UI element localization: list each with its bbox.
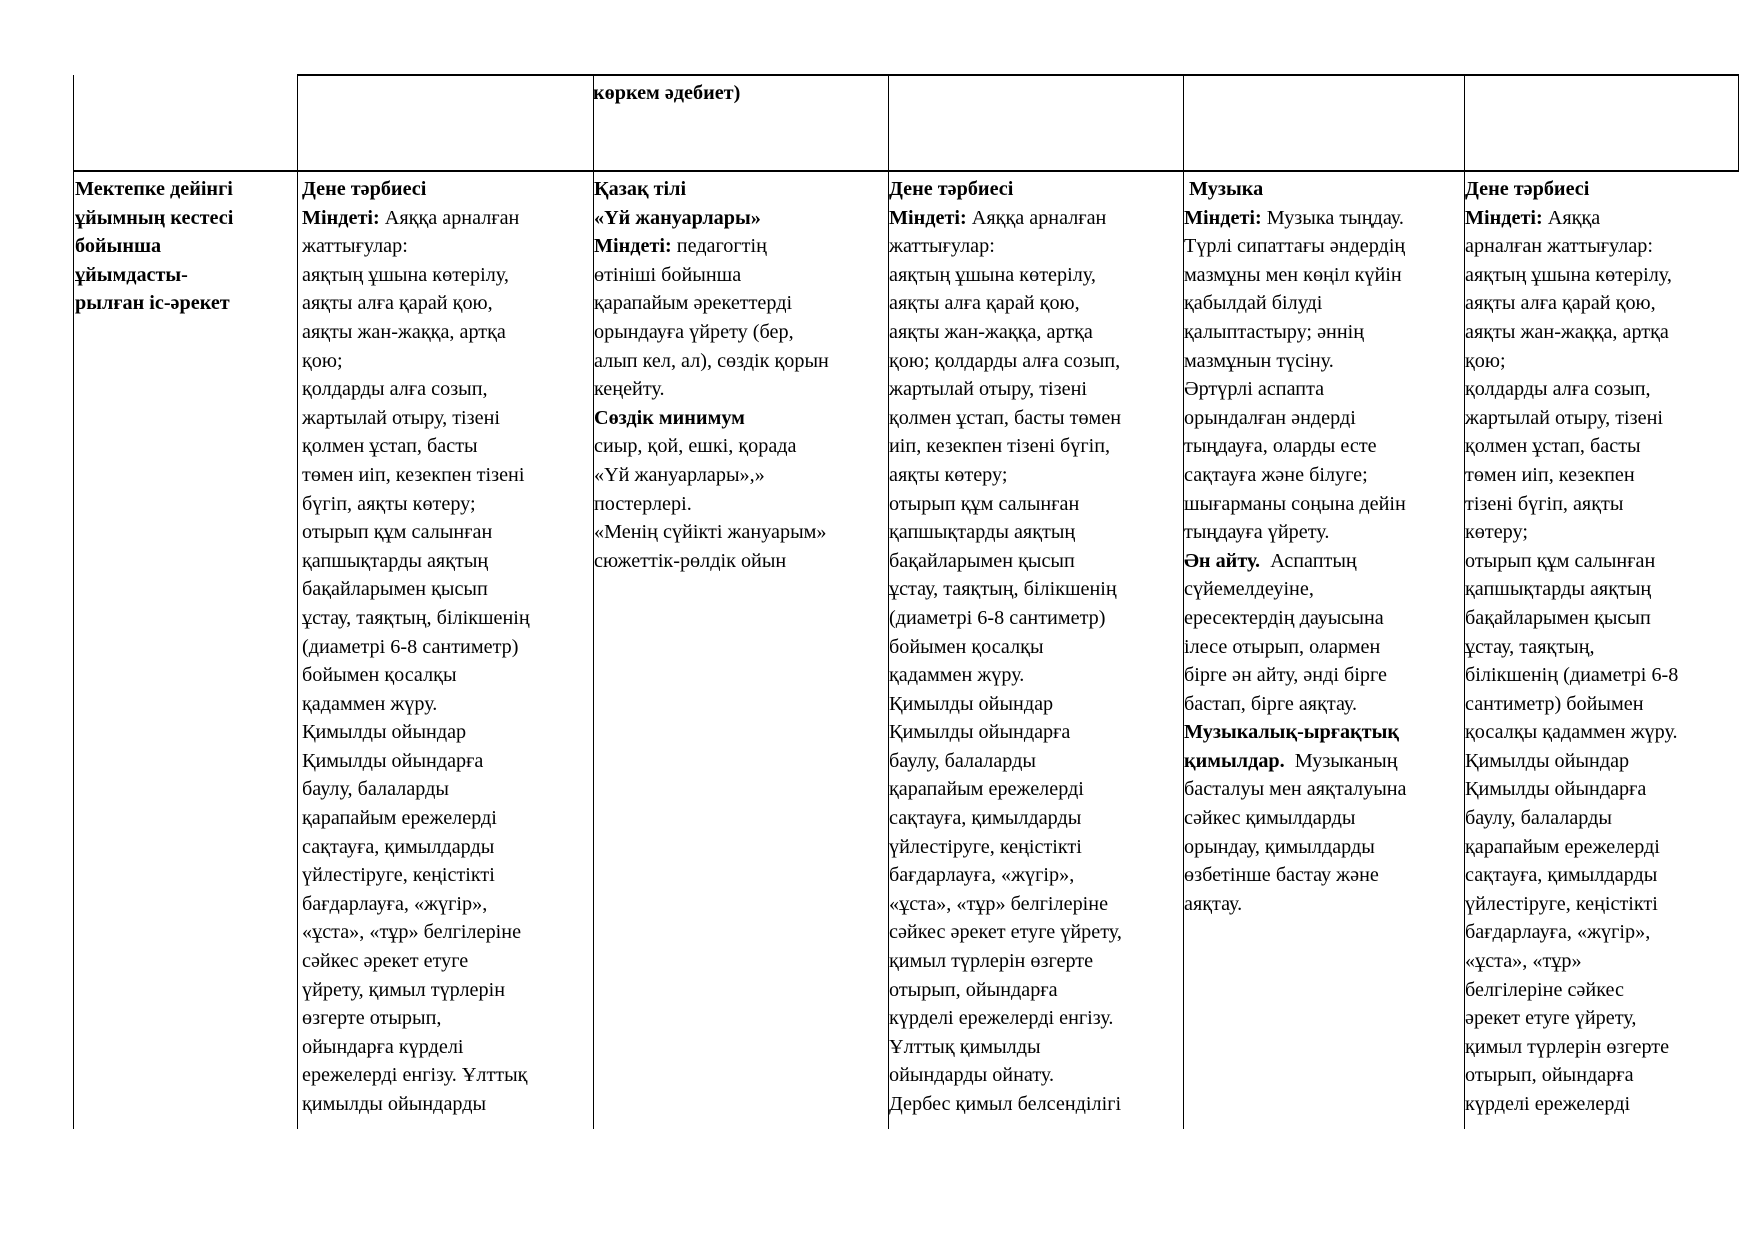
text-line: «ұста», «тұр» белгілеріне — [889, 892, 1109, 915]
text-line: үйлестіруге, кеңістікті — [302, 864, 495, 887]
rhythm-label: Музыкалық-ырғақтық — [1184, 721, 1399, 744]
task-text: Аяққа — [1542, 206, 1601, 229]
text-line: аяқтың ұшына көтерілу, — [889, 263, 1096, 286]
text-line: сақтауға, қимылдарды — [1465, 864, 1658, 887]
activity-cell-physical-ed-1 — [302, 175, 530, 1119]
text-line: отырып құм салынған — [889, 492, 1080, 515]
task-text: педагогтің — [671, 235, 767, 258]
text-line: аяқтың ұшына көтерілу, — [1465, 263, 1672, 286]
text-line: аяқты алға қарай қою, — [889, 292, 1080, 315]
text-line: көтеру; — [1465, 521, 1528, 544]
rhythm-text: Музыканың — [1284, 749, 1398, 772]
text-line: қарапайым ережелерді — [302, 807, 497, 830]
text-line: «Менің сүйікті жануарым» — [594, 521, 827, 544]
text-line: мазмұны мен көңіл күйін — [1184, 263, 1402, 286]
text-line: қимыл түрлерін өзгерте — [889, 950, 1094, 973]
singing-text: Аспаптың — [1260, 549, 1357, 572]
text-line: қолдарды алға созып, — [302, 378, 488, 401]
task-label: Міндеті: — [889, 206, 967, 229]
text-line: сюжеттік-рөлдік ойын — [594, 549, 787, 572]
text-line: бағдарлауға, «жүгір», — [889, 864, 1075, 887]
text-line: қалыптастыру; әннің — [1184, 320, 1365, 343]
task-text: Аяққа арналған — [966, 206, 1107, 229]
text-line: қабылдай білуді — [1184, 292, 1323, 315]
singing-line — [1184, 547, 1407, 576]
activity-cell-physical-ed-3 — [1465, 175, 1678, 1119]
text-line: ойындарды ойнату. — [889, 1064, 1055, 1087]
task-line — [302, 204, 530, 233]
text-line: отырып, ойындарға — [889, 978, 1058, 1001]
text-line: қою; — [1465, 349, 1506, 372]
text-line: білікшенің (диаметрі 6-8 — [1465, 664, 1679, 687]
continued-text: көркем әдебиет) — [593, 82, 741, 104]
text-line: (диаметрі 6-8 сантиметр) — [302, 635, 519, 658]
text-line: өтініші бойынша — [594, 263, 742, 286]
text-line: қимыл түрлерін өзгерте — [1465, 1035, 1670, 1058]
text-line: сәйкес әрекет етуге үйрету, — [889, 921, 1122, 944]
text-line: Қимылды ойындарға — [889, 721, 1071, 744]
text-line: Түрлі сипаттағы әндердің — [1184, 235, 1406, 258]
text-line: жартылай отыру, тізені — [302, 406, 500, 429]
top-row-cell — [593, 79, 740, 108]
text-line: тыңдауға үйрету. — [1184, 521, 1330, 544]
text-line: орындауға үйрету (бер, — [594, 320, 794, 343]
text-line: әрекет етуге үйрету, — [1465, 1007, 1637, 1030]
text-line: қарапайым әрекеттерді — [594, 292, 793, 315]
task-label: Міндеті: — [594, 235, 672, 258]
text-line: баулу, балаларды — [1465, 807, 1612, 830]
text-line: тізені бүгіп, аяқты — [1465, 492, 1624, 515]
task-line — [594, 232, 829, 261]
text-line: қапшықтарды аяқтың — [1465, 578, 1652, 601]
text-line: қарапайым ережелерді — [1465, 835, 1660, 858]
activity-title: Дене тәрбиесі — [302, 178, 427, 200]
text-line: ұстау, таяқтың, — [1465, 635, 1595, 658]
text-line: бақайларымен қысып — [1465, 606, 1651, 629]
text-line: қарапайым ережелерді — [889, 778, 1084, 801]
text-line: қапшықтарды аяқтың — [889, 521, 1076, 544]
text-line: белгілеріне сәйкес — [1465, 978, 1624, 1001]
text-line: төмен иіп, кезекпен тізені — [302, 463, 525, 486]
text-line: қадаммен жүру. — [889, 664, 1025, 687]
activity-cell-kazakh-language — [594, 175, 829, 575]
text-line: «Үй жануарлары»,» — [594, 463, 765, 486]
activity-cell-physical-ed-2 — [889, 175, 1122, 1119]
text-line: аяқтың ұшына көтерілу, — [302, 263, 509, 286]
text-line: Ұлттық қимылды — [889, 1035, 1041, 1058]
text-line: Қимылды ойындарға — [302, 749, 484, 772]
row-label-line: ұйымның кестесі — [75, 206, 234, 229]
text-line: орындалған әндерді — [1184, 406, 1356, 429]
activity-cell-music — [1184, 175, 1407, 918]
row-label-line: ұйымдасты- — [75, 263, 188, 286]
text-line: Қимылды ойындар — [889, 692, 1054, 715]
activity-subtitle: «Үй жануарлары» — [594, 206, 761, 229]
text-line: күрделі ережелерді енгізу. — [889, 1007, 1114, 1030]
text-line: отырып, ойындарға — [1465, 1064, 1634, 1087]
text-line: қолдарды алға созып, — [1465, 378, 1651, 401]
task-text: Аяққа арналған — [379, 206, 520, 229]
text-line: бағдарлауға, «жүгір», — [1465, 921, 1651, 944]
text-line: қою; қолдарды алға созып, — [889, 349, 1121, 372]
text-line: бастап, бірге аяқтау. — [1184, 692, 1358, 715]
text-line: үйрету, қимыл түрлерін — [302, 978, 506, 1001]
text-line: ережелерді енгізу. Ұлттық — [302, 1064, 528, 1087]
text-line: бірге ән айту, әнді бірге — [1184, 664, 1387, 687]
text-line: отырып құм салынған — [1465, 549, 1656, 572]
text-line: аяқты жан-жаққа, артқа — [889, 320, 1093, 343]
text-line: баулу, балаларды — [302, 778, 449, 801]
rhythm-label-cont: қимылдар. — [1184, 749, 1285, 772]
text-line: қолмен ұстап, басты — [302, 435, 478, 458]
text-line: күрделі ережелерді — [1465, 1093, 1631, 1115]
text-line: аяқты алға қарай қою, — [302, 292, 493, 315]
text-line: бүгіп, аяқты көтеру; — [302, 492, 476, 515]
text-line: жартылай отыру, тізені — [889, 378, 1087, 401]
row-label-line: рылған іс-әрекет — [75, 292, 230, 315]
singing-label: Ән айту. — [1184, 549, 1261, 572]
text-line: баулу, балаларды — [889, 749, 1036, 772]
text-line: сиыр, қой, ешкі, қорада — [594, 435, 797, 458]
text-line: жаттығулар: — [302, 235, 408, 258]
task-label: Міндеті: — [1184, 206, 1262, 229]
text-line: бойымен қосалқы — [302, 664, 457, 687]
column-divider — [297, 75, 298, 1129]
text-line: аяқты жан-жаққа, артқа — [302, 320, 506, 343]
text-line: өзбетінше бастау және — [1184, 864, 1379, 887]
text-line: мазмұнын түсіну. — [1184, 349, 1334, 372]
text-line: аяқты жан-жаққа, артқа — [1465, 320, 1669, 343]
text-line: жаттығулар: — [889, 235, 995, 258]
task-label: Міндеті: — [1465, 206, 1543, 229]
text-line: қосалқы қадаммен жүру. — [1465, 721, 1678, 744]
table-top-border — [297, 74, 1739, 76]
text-line: бойымен қосалқы — [889, 635, 1044, 658]
text-line: ұстау, таяқтың, білікшенің — [889, 578, 1117, 601]
text-line: (диаметрі 6-8 сантиметр) — [889, 606, 1106, 629]
text-line: басталуы мен аяқталуына — [1184, 778, 1407, 801]
text-line: сақтауға, қимылдарды — [889, 807, 1082, 830]
text-line: «ұста», «тұр» — [1465, 950, 1582, 973]
text-line: отырып құм салынған — [302, 521, 493, 544]
text-line: аяқты көтеру; — [889, 463, 1008, 486]
text-line: бағдарлауға, «жүгір», — [302, 892, 488, 915]
text-line: қою; — [302, 349, 343, 372]
text-line: аяқтау. — [1184, 892, 1243, 915]
text-line: бақайларымен қысып — [889, 549, 1075, 572]
text-line: арналған жаттығулар: — [1465, 235, 1653, 258]
text-line: «ұста», «тұр» белгілеріне — [302, 921, 522, 944]
text-line: өзгерте отырып, — [302, 1007, 442, 1030]
task-line — [1184, 204, 1407, 233]
text-line: Қимылды ойындар — [302, 721, 467, 744]
text-line: Қимылды ойындар — [1465, 749, 1630, 772]
text-line: ілесе отырып, олармен — [1184, 635, 1381, 658]
task-text: Музыка тыңдау. — [1261, 206, 1404, 229]
text-line: сәйкес әрекет етуге — [302, 950, 469, 973]
text-line: Дербес қимыл белсенділігі — [889, 1093, 1122, 1115]
activity-title: Музыка — [1189, 178, 1264, 200]
activity-title: Дене тәрбиесі — [1465, 178, 1590, 200]
text-line: аяқты алға қарай қою, — [1465, 292, 1656, 315]
text-line: жартылай отыру, тізені — [1465, 406, 1663, 429]
row-label — [75, 175, 233, 318]
text-line: тыңдауға, оларды есте — [1184, 435, 1377, 458]
text-line: Қимылды ойындарға — [1465, 778, 1647, 801]
activity-title: Қазақ тілі — [594, 178, 687, 200]
task-line — [889, 204, 1122, 233]
text-line: қадаммен жүру. — [302, 692, 438, 715]
text-line: сүйемелдеуіне, — [1184, 578, 1314, 601]
rhythm-line — [1184, 747, 1407, 776]
task-line — [1465, 204, 1678, 233]
text-line: қапшықтарды аяқтың — [302, 549, 489, 572]
text-line: үйлестіруге, кеңістікті — [889, 835, 1082, 858]
text-line: Әртүрлі аспапта — [1184, 378, 1325, 401]
text-line: постерлері. — [594, 492, 692, 515]
text-line: иіп, кезекпен тізені бүгіп, — [889, 435, 1111, 458]
text-line: шығарманы соңына дейін — [1184, 492, 1406, 515]
task-label: Міндеті: — [302, 206, 380, 229]
vocabulary-heading: Сөздік минимум — [594, 406, 745, 429]
text-line: үйлестіруге, кеңістікті — [1465, 892, 1658, 915]
text-line: төмен иіп, кезекпен — [1465, 463, 1635, 486]
text-line: кеңейту. — [594, 378, 665, 401]
text-line: қимылды ойындарды — [302, 1093, 487, 1115]
text-line: ойындарға күрделі — [302, 1035, 464, 1058]
text-line: қолмен ұстап, басты төмен — [889, 406, 1122, 429]
row-label-line: бойынша — [75, 235, 162, 258]
text-line: сәйкес қимылдарды — [1184, 807, 1356, 830]
text-line: ұстау, таяқтың, білікшенің — [302, 606, 530, 629]
text-line: сантиметр) бойымен — [1465, 692, 1644, 715]
row-divider — [73, 170, 1739, 172]
text-line: қолмен ұстап, басты — [1465, 435, 1641, 458]
text-line: бақайларымен қысып — [302, 578, 488, 601]
activity-title: Дене тәрбиесі — [889, 178, 1014, 200]
text-line: сақтауға, қимылдарды — [302, 835, 495, 858]
table-border-right — [1738, 75, 1739, 171]
table-border-left — [73, 75, 74, 1129]
row-label-line: Мектепке дейінгі — [75, 178, 233, 200]
text-line: ересектердің дауысына — [1184, 606, 1384, 629]
text-line: алып кел, ал), сөздік қорын — [594, 349, 829, 372]
text-line: сақтауға және білуге; — [1184, 463, 1368, 486]
text-line: орындау, қимылдарды — [1184, 835, 1375, 858]
